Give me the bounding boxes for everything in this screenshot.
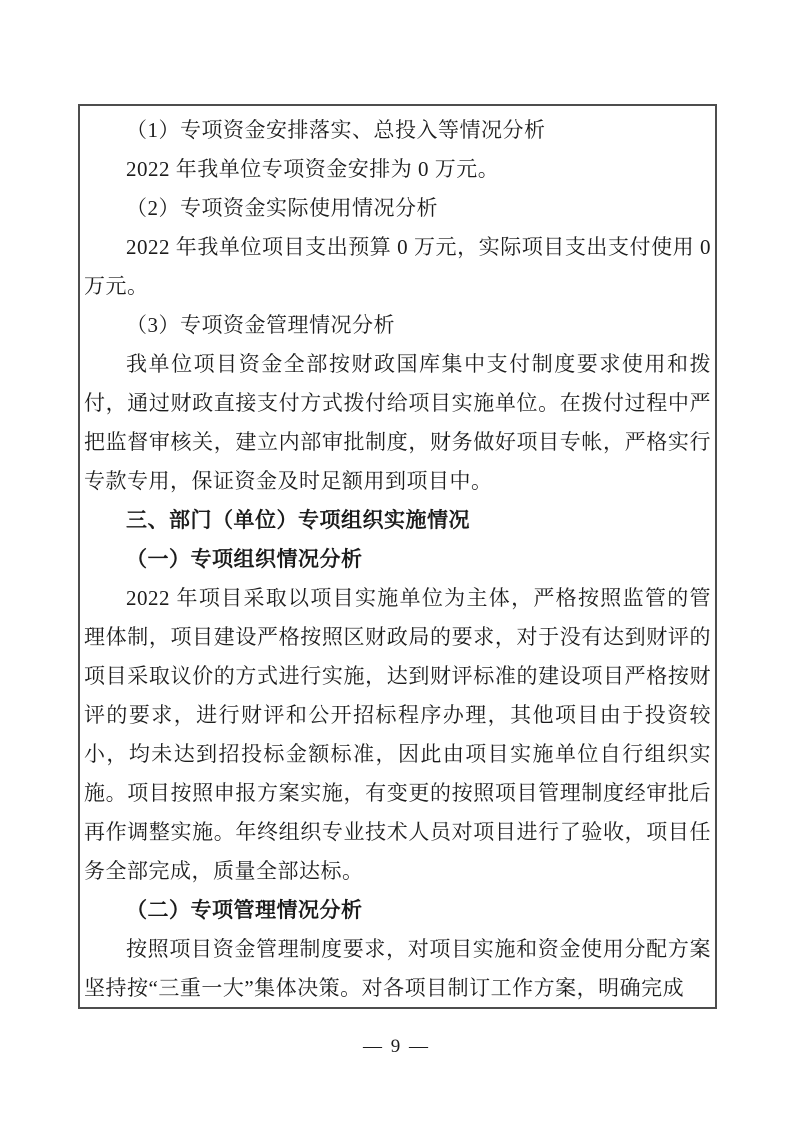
- paragraph-fund-management: 我单位项目资金全部按财政国库集中支付制度要求使用和拨付，通过财政直接支付方式拨付给项目实施单位。在拨付过程中严把监督审核关，建立内部审批制度，财务做好项目专帐，严格实行专款专用，保证资金及时足额用到项目中。: [84, 352, 711, 493]
- paragraph-funds-arranged: 2022 年我单位专项资金安排为 0 万元。: [126, 157, 500, 181]
- section-heading-3: 三、部门（单位）专项组织实施情况: [126, 509, 470, 532]
- paragraph-organization-analysis: 2022 年项目采取以项目实施单位为主体，严格按照监管的管理体制，项目建设严格按照区财政局的要求，对于没有达到财评的项目采取议价的方式进行实施，达到财评标准的建设项目严格按财评的要求，进行财评和公开招标程序办理，其他项目由于投资较小，均未达到招投标金额标准，因此由项目实施单位自行组织实施。项目按照申报方案实施，有变更的按照项目管理制度经审批后再作调整实施。年终组织专业技术人员对项目进行了验收，项目任务全部完成，质量全部达标。: [84, 586, 711, 883]
- paragraph-management-analysis: 按照项目资金管理制度要求，对项目实施和资金使用分配方案坚持按“三重一大”集体决策。对各项目制订工作方案，明确完成: [84, 937, 711, 1000]
- page-number: — 9 —: [363, 1036, 430, 1057]
- paragraph-subitem-1: （1）专项资金安排落实、总投入等情况分析: [126, 118, 546, 142]
- paragraph-subitem-3: （3）专项资金管理情况分析: [126, 313, 395, 337]
- text-frame: [78, 104, 717, 1009]
- paragraph-actual-usage: 2022 年我单位项目支出预算 0 万元，实际项目支出支付使用 0 万元。: [84, 235, 711, 298]
- paragraph-subitem-2: （2）专项资金实际使用情况分析: [126, 196, 438, 220]
- subsection-heading-2: （二）专项管理情况分析: [126, 898, 363, 922]
- subsection-heading-1: （一）专项组织情况分析: [126, 547, 363, 571]
